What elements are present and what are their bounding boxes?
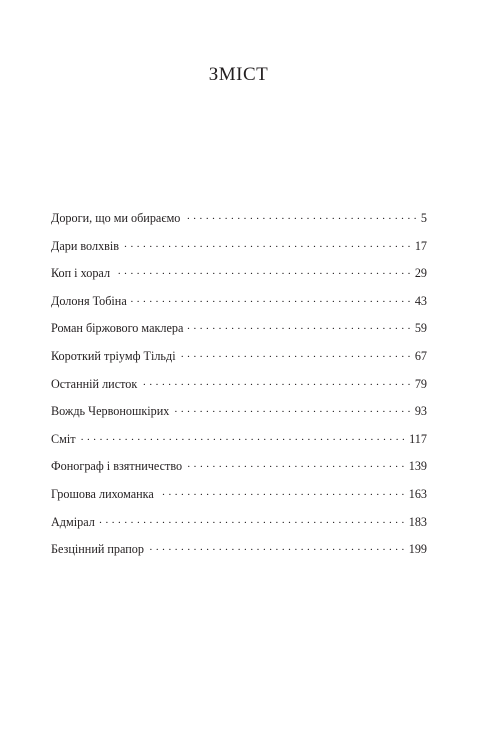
toc-entry [51,432,427,460]
toc-entry-title: Безцінний прапор [51,542,144,557]
dot-leader [173,405,410,415]
toc-entry [51,239,427,267]
toc-entry-page-number: 17 [414,238,427,253]
toc-entry-title: Грошова лихоманка [51,486,154,501]
dot-leader [186,460,405,470]
toc-entry [51,515,427,543]
toc-entry-page-number: 117 [409,431,427,446]
toc-entry-title: Дари волхвів [51,238,120,253]
page-title: ЗМІСТ [208,64,269,85]
dot-leader [131,295,411,305]
toc-entry-title: Останній листок [51,376,138,391]
toc-entry-title: Дороги, що ми обираємо [51,211,181,225]
toc-entry [51,487,427,515]
toc-entry [51,542,427,570]
toc-entry-page-number: 79 [414,376,427,391]
table-of-contents [51,211,427,570]
toc-entry-title: Фонограф і взятничество [51,459,183,474]
dot-leader [180,350,411,360]
dot-leader [158,488,405,498]
toc-entry [51,294,427,322]
toc-entry [51,459,427,487]
toc-entry [51,266,427,294]
toc-entry-title: Сміт [51,431,76,446]
dot-leader [184,212,417,222]
toc-entry-title: Роман біржового маклера [51,321,184,336]
toc-entry [51,377,427,405]
dot-leader [114,267,411,277]
toc-entry-page-number: 5 [420,211,427,225]
toc-entry-page-number: 199 [408,542,427,557]
toc-entry-title: Короткий тріумф Тільді [51,348,176,363]
dot-leader [141,378,411,388]
toc-entry [51,211,427,239]
toc-entry-page-number: 183 [408,514,427,529]
toc-entry-title: Адмірал [51,514,95,529]
toc-entry-page-number: 163 [408,486,427,501]
toc-entry-page-number: 93 [414,404,427,419]
dot-leader [123,240,411,250]
toc-entry-page-number: 59 [414,321,427,336]
toc-entry [51,404,427,432]
toc-entry [51,349,427,377]
toc-entry-page-number: 43 [414,293,427,308]
toc-entry [51,321,427,349]
toc-entry-title: Долоня Тобіна [51,293,127,308]
dot-leader [80,433,406,443]
toc-entry-title: Коп і хорал [51,266,111,281]
dot-leader [148,543,405,553]
dot-leader [99,516,405,526]
toc-entry-page-number: 139 [408,459,427,474]
toc-entry-page-number: 67 [414,348,427,363]
toc-entry-page-number: 29 [414,266,427,281]
dot-leader [187,322,410,332]
toc-entry-title: Вождь Червоношкірих [51,404,170,419]
